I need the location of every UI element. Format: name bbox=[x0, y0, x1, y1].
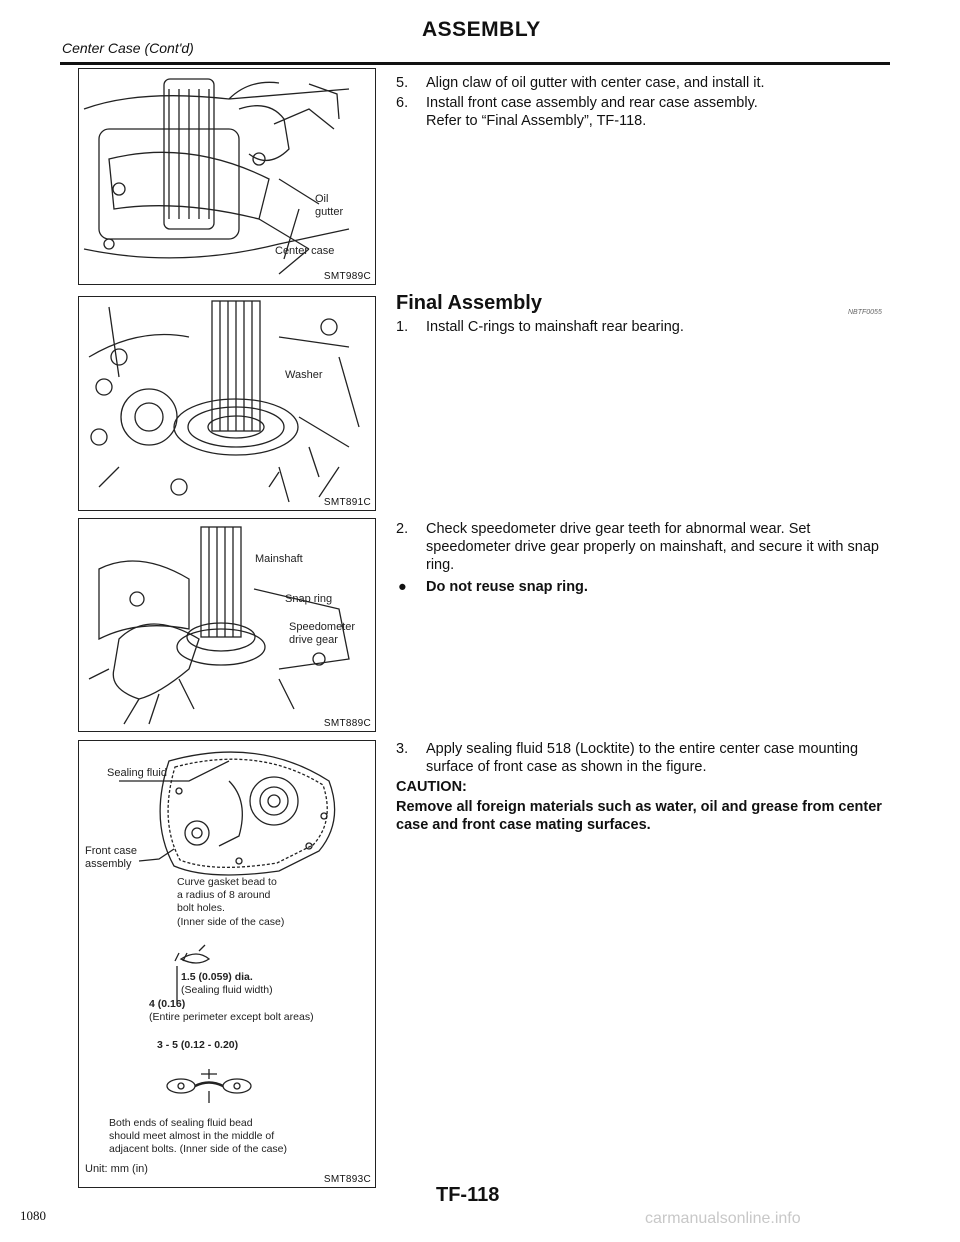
caution-label: CAUTION: bbox=[396, 779, 467, 795]
figure-code: SMT893C bbox=[323, 1174, 371, 1185]
callout-mainshaft: Mainshaft bbox=[255, 553, 303, 565]
step-text: Install C-rings to mainshaft rear bearing. bbox=[426, 319, 684, 335]
step-text: Align claw of oil gutter with center case, and install it. bbox=[426, 75, 765, 91]
callout-snap-ring: Snap ring bbox=[285, 593, 333, 605]
step-text: Apply sealing fluid 518 (Locktite) to the entire center case mounting surface of front case as shown in the figure. bbox=[426, 741, 859, 775]
margin-number: 1080 bbox=[20, 1208, 46, 1223]
callout-perimeter-note: (Entire perimeter except bolt areas) bbox=[149, 1011, 314, 1023]
step-final-1 bbox=[396, 318, 886, 336]
callout-both-1: Both ends of sealing fluid bead bbox=[109, 1117, 253, 1129]
callout-unit: Unit: mm (in) bbox=[85, 1163, 148, 1175]
figure-mainshaft bbox=[78, 518, 376, 732]
callout-gutter: gutter bbox=[315, 206, 344, 218]
step-number: 5. bbox=[396, 75, 409, 91]
figure-oil-gutter bbox=[78, 68, 376, 285]
callout-center-case: Center case bbox=[275, 245, 335, 257]
callout-curve-1: Curve gasket bead to bbox=[177, 876, 277, 888]
page-title: ASSEMBLY bbox=[422, 18, 541, 41]
callout-curve-4: (Inner side of the case) bbox=[177, 916, 285, 928]
bullet-icon: ● bbox=[398, 579, 407, 595]
callout-dia-width: (Sealing fluid width) bbox=[181, 984, 273, 996]
callout-range: 3 - 5 (0.12 - 0.20) bbox=[157, 1039, 239, 1051]
step-6 bbox=[396, 94, 886, 130]
step-final-2 bbox=[396, 520, 886, 574]
callout-speedometer: Speedometer bbox=[289, 621, 356, 633]
page-number: TF-118 bbox=[436, 1184, 500, 1206]
callout-washer: Washer bbox=[285, 369, 323, 381]
washer-illustration bbox=[79, 297, 375, 510]
callout-curve-3: bolt holes. bbox=[177, 902, 225, 914]
figure-code: SMT989C bbox=[323, 271, 371, 282]
step-number: 6. bbox=[396, 95, 409, 111]
step-number: 2. bbox=[396, 521, 409, 537]
header-rule bbox=[60, 62, 890, 65]
step-text-reference: Refer to “Final Assembly”, TF-118. bbox=[426, 113, 647, 129]
callout-drive-gear: drive gear bbox=[289, 634, 338, 646]
callout-perimeter: 4 (0.16) bbox=[149, 998, 186, 1010]
step-final-3 bbox=[396, 740, 886, 776]
callout-sealing-fluid: Sealing fluid bbox=[107, 767, 167, 779]
callout-dia: 1.5 (0.059) dia. bbox=[181, 971, 253, 983]
figure-sealing-fluid bbox=[78, 740, 376, 1188]
bullet-text: Do not reuse snap ring. bbox=[426, 579, 588, 595]
callout-front-case: Front case bbox=[85, 845, 137, 857]
section-code: NBTF0055 bbox=[848, 309, 882, 316]
figure-code: SMT891C bbox=[323, 497, 371, 508]
section-heading-final-assembly: Final Assembly bbox=[396, 292, 542, 314]
callout-front-case-assembly: assembly bbox=[85, 858, 132, 870]
step-text: Check speedometer drive gear teeth for abnormal wear. Set speedometer drive gear properly on mainshaft, and secure it with snap ring. bbox=[426, 521, 879, 573]
step-number: 3. bbox=[396, 741, 409, 757]
step-text: Install front case assembly and rear case assembly. bbox=[426, 95, 758, 111]
figure-code: SMT889C bbox=[323, 718, 371, 729]
bullet-snap-ring bbox=[396, 578, 886, 596]
callout-both-3: adjacent bolts. (Inner side of the case) bbox=[109, 1143, 288, 1155]
callout-curve-2: a radius of 8 around bbox=[177, 889, 271, 901]
section-label: Center Case (Cont'd) bbox=[62, 40, 194, 56]
watermark: carmanualsonline.info bbox=[645, 1210, 801, 1227]
step-5 bbox=[396, 74, 886, 92]
step-number: 1. bbox=[396, 319, 409, 335]
callout-oil: Oil bbox=[315, 193, 329, 205]
callout-both-2: should meet almost in the middle of bbox=[109, 1130, 275, 1142]
figure-washer bbox=[78, 296, 376, 511]
caution-text: Remove all foreign materials such as water, oil and grease from center case and front case mating surfaces. bbox=[396, 799, 882, 833]
